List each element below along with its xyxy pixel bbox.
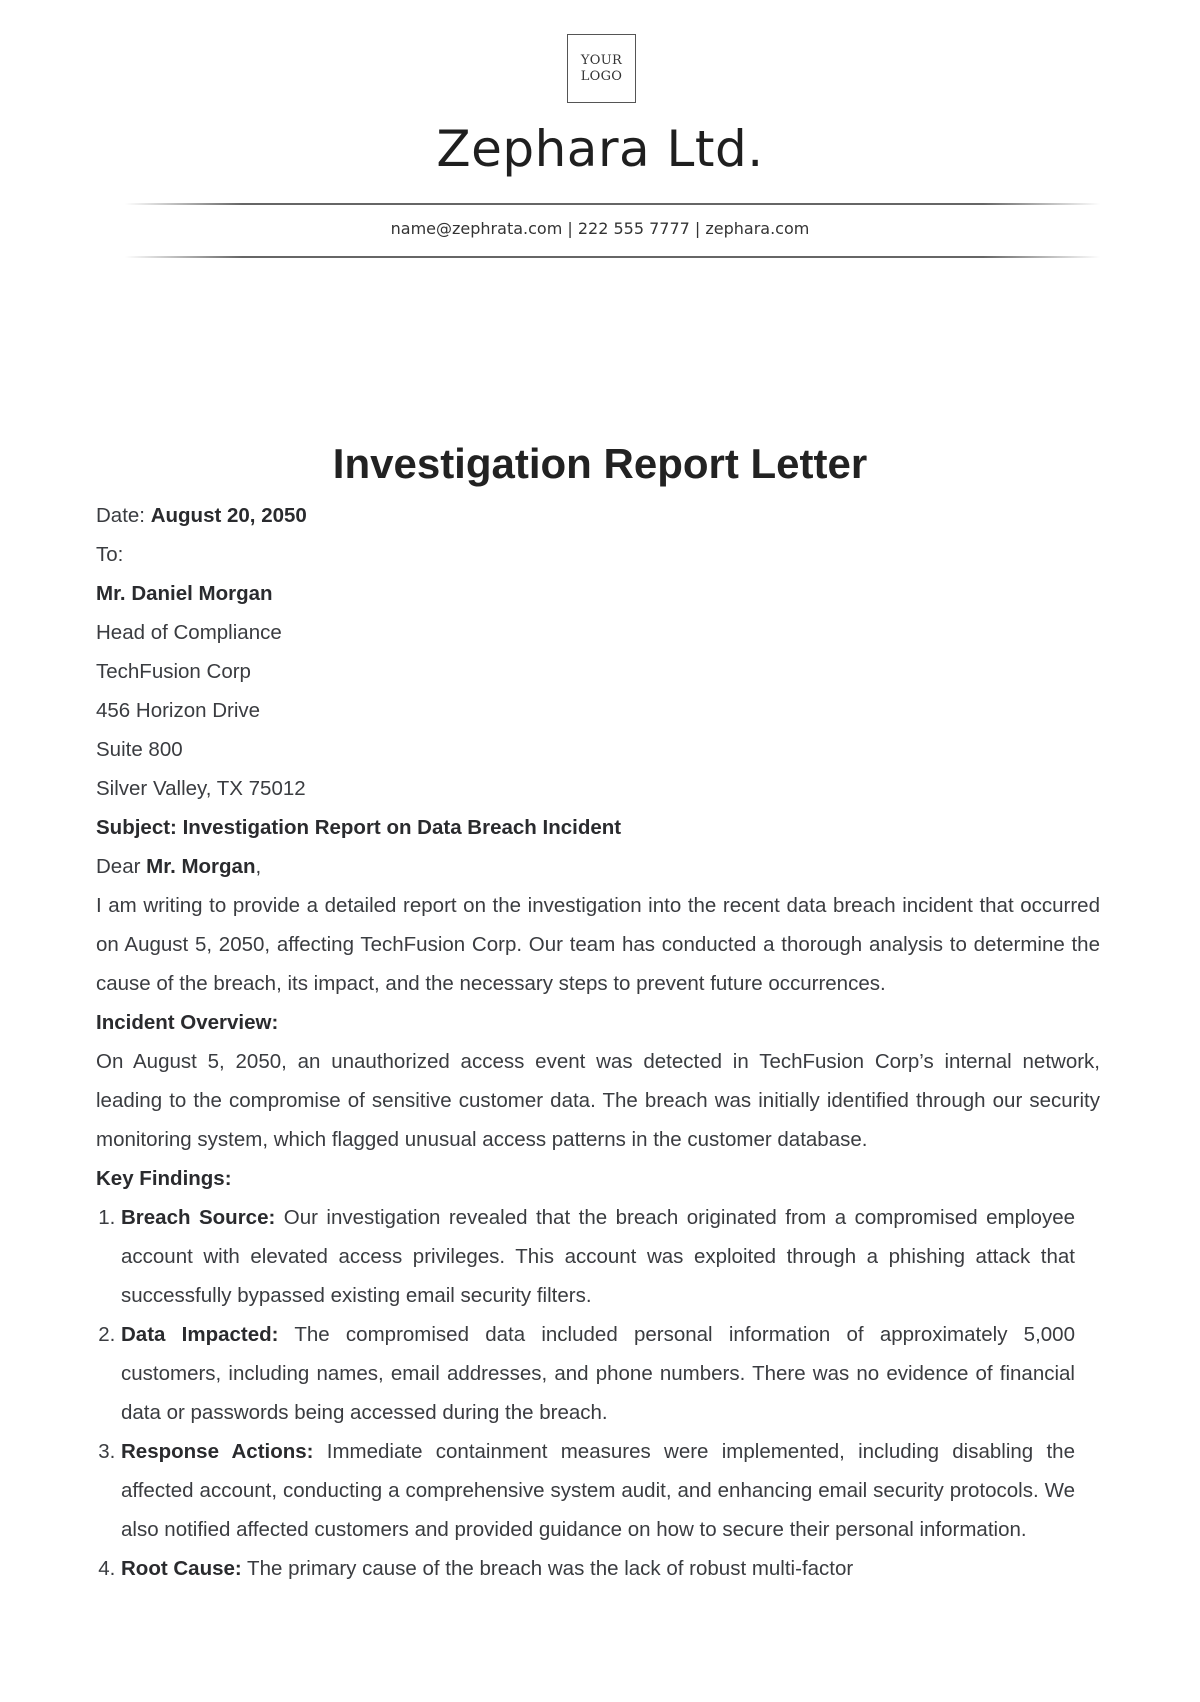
recipient-position: Head of Compliance — [96, 621, 282, 644]
finding-item-root-cause — [121, 1549, 1075, 1588]
salutation-prefix: Dear — [96, 855, 141, 878]
finding-text: Immediate containment measures were implemented, including disabling the affected account, conducting a comprehensive system audit, and enhancing email security protocols. We also notified affected customers and provided guidance on how to secure their personal information. — [121, 1440, 1075, 1541]
to-label: To: — [96, 543, 124, 566]
salutation — [96, 847, 1100, 886]
logo-text-line1: YOUR — [580, 52, 623, 68]
document-title: Investigation Report Letter — [332, 440, 868, 487]
findings-heading: Key Findings: — [96, 1167, 232, 1190]
finding-item-breach-source — [121, 1198, 1075, 1315]
finding-label: Root Cause: — [121, 1557, 242, 1580]
date-value: August 20, 2050 — [150, 504, 307, 527]
logo-text-line2: LOGO — [580, 68, 623, 84]
recipient-city-state-zip: Silver Valley, TX 75012 — [96, 777, 306, 800]
recipient-company: TechFusion Corp — [96, 660, 251, 683]
subject-line: Subject: Investigation Report on Data Breach Incident — [96, 816, 622, 839]
date-label: Date: — [96, 504, 145, 527]
recipient-name: Mr. Daniel Morgan — [96, 582, 273, 605]
header-divider-bottom — [125, 256, 1100, 258]
finding-label: Data Impacted: — [121, 1323, 279, 1346]
salutation-suffix: , — [255, 855, 262, 878]
finding-text: The primary cause of the breach was the lack of robust multi-factor — [241, 1557, 854, 1580]
finding-label: Response Actions: — [121, 1440, 314, 1463]
overview-heading: Incident Overview: — [96, 1011, 279, 1034]
intro-paragraph: I am writing to provide a detailed report on the investigation into the recent data breach incident that occurred on August 5, 2050, affecting TechFusion Corp. Our team has conducted a thorough analysis to determine the cause of the breach, its impact, and the necessary steps to prevent future occurrences. — [96, 894, 1100, 995]
recipient-address2: Suite 800 — [96, 738, 183, 761]
header-divider-top — [125, 203, 1100, 205]
letter-body — [96, 496, 1100, 1588]
overview-paragraph: On August 5, 2050, an unauthorized access event was detected in TechFusion Corp’s internal network, leading to the compromise of sensitive customer data. The breach was initially identified through our security monitoring system, which flagged unusual access patterns in the customer database. — [96, 1050, 1100, 1151]
finding-item-data-impacted — [121, 1315, 1075, 1432]
contact-line: name@zephrata.com | 222 555 7777 | zephara.com — [390, 219, 810, 238]
finding-text: The compromised data included personal information of approximately 5,000 customers, including names, email addresses, and phone numbers. There was no evidence of financial data or passwords being accessed during the breach. — [121, 1323, 1075, 1424]
logo-placeholder — [567, 34, 636, 103]
finding-text: Our investigation revealed that the breach originated from a compromised employee account with elevated access privileges. This account was exploited through a phishing attack that successfully bypassed existing email security filters. — [121, 1206, 1075, 1307]
salutation-name: Mr. Morgan — [146, 855, 256, 878]
recipient-address1: 456 Horizon Drive — [96, 699, 261, 722]
company-name: Zephara Ltd. — [436, 120, 764, 178]
finding-label: Breach Source: — [121, 1206, 276, 1229]
date-line — [96, 496, 1100, 535]
finding-item-response-actions — [121, 1432, 1075, 1549]
findings-list — [96, 1198, 1075, 1588]
